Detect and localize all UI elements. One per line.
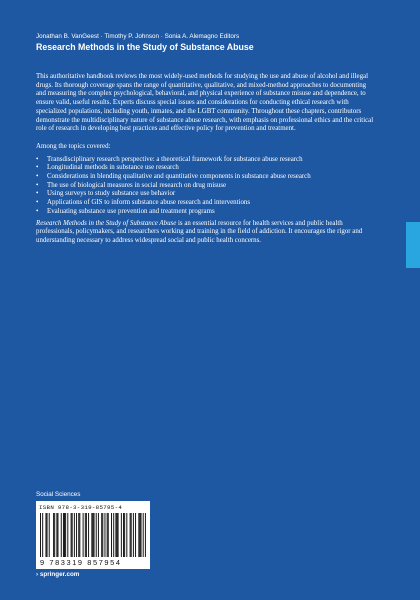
barcode-bar: [111, 513, 112, 557]
barcode-bar: [143, 513, 144, 557]
topic-item: • Longitudinal methods in substance use research: [36, 164, 376, 173]
barcode-bar: [96, 513, 97, 557]
topic-item: • Applications of GIS to inform substance abuse research and interventions: [36, 199, 376, 208]
topic-item: • Considerations in blending qualitative and quantitative components in substance abuse research: [36, 173, 376, 182]
barcode-bar: [104, 513, 105, 557]
barcode-bar: [42, 513, 43, 557]
editors-line: Jonathan B. VanGeest · Timothy P. Johnson · Sonia A. Alemagno Editors: [36, 33, 240, 40]
barcode-bar: [85, 513, 86, 557]
topics-list: [36, 156, 376, 217]
color-side-tab: [406, 222, 420, 268]
barcode-digits: 9 783319 857954: [40, 558, 122, 567]
barcode-bar: [88, 513, 89, 557]
barcode-bar: [116, 513, 117, 557]
closing-title: Research Methods in the Study of Substance Abuse: [36, 219, 177, 227]
series-label: Social Sciences: [36, 491, 81, 498]
book-title: Research Methods in the Study of Substance Abuse: [36, 42, 254, 52]
barcode-bar: [56, 513, 57, 557]
barcode-bar: [53, 513, 54, 557]
barcode-bar: [72, 513, 73, 557]
barcode-bar: [102, 513, 103, 557]
barcode-bar: [45, 513, 46, 557]
barcode-bar: [91, 513, 92, 557]
barcode-bar: [57, 513, 58, 557]
barcode-bar: [64, 513, 65, 557]
barcode-bar: [126, 513, 127, 557]
barcode-bar: [54, 513, 55, 557]
barcode-bar: [118, 513, 119, 557]
topic-item: • Using surveys to study substance use behavior: [36, 190, 376, 199]
barcode-bar: [130, 513, 131, 557]
topics-intro: Among the topics covered:: [36, 142, 111, 150]
barcode-bar: [115, 513, 116, 557]
topic-item: • The use of biological measures in social research on drug misuse: [36, 182, 376, 191]
barcode-bar: [98, 513, 99, 557]
barcode-bar: [65, 513, 66, 557]
barcode-bar: [139, 513, 140, 557]
isbn-text: ISBN 978-3-319-85795-4: [39, 504, 123, 511]
topic-item: • Evaluating substance use prevention and treatment programs: [36, 208, 376, 217]
barcode-bar: [67, 513, 68, 557]
barcode-bar: [79, 513, 80, 557]
barcode-bar: [131, 513, 132, 557]
barcode-bar: [92, 513, 93, 557]
barcode-bar: [124, 513, 125, 557]
barcode-bar: [113, 513, 114, 557]
barcode-bar: [94, 513, 95, 557]
barcode-bar: [40, 513, 41, 557]
barcode-bar: [47, 513, 48, 557]
barcode-bar: [141, 513, 142, 557]
barcode-bar: [123, 513, 124, 557]
barcode-bar: [83, 513, 84, 557]
topic-item: • Transdisciplinary research perspective: a theoretical framework for substance abuse research: [36, 156, 376, 165]
cover-body: [36, 73, 376, 250]
barcode-bar: [78, 513, 79, 557]
closing-text: is an essential resource for health services and public health professionals, policymakers, and researchers working and training in the field of addiction. It encourages the rigor and understanding necessary to address widespread social and public health concerns.: [36, 219, 363, 244]
barcode-bar: [121, 513, 122, 557]
barcode-block: [36, 501, 150, 569]
closing-paragraph: [36, 220, 376, 246]
barcode-bar: [76, 513, 77, 557]
barcode-bar: [145, 513, 146, 557]
barcode-bar: [138, 513, 139, 557]
barcode-bar: [86, 513, 87, 557]
barcode-icon: [40, 513, 146, 557]
barcode-bar: [74, 513, 75, 557]
barcode-bar: [133, 513, 134, 557]
barcode-bar: [61, 513, 62, 557]
barcode-bar: [108, 513, 109, 557]
publisher-url: › springer.com: [36, 571, 80, 578]
barcode-bar: [49, 513, 50, 557]
barcode-bar: [71, 513, 72, 557]
barcode-bar: [63, 513, 64, 557]
description-paragraph: This authoritative handbook reviews the most widely-used methods for studying the use and abuse of alcohol and illegal drugs. Its thorough coverage spans the range of quantitative, qualitative, and mixed-method approaches to documenting and measuring the complex psychological, behavioral, and physical experience of substance misuse and dependence, to ensure valid, useful results. Experts discuss special issues and considerations for conducting ethical research with specialized populations, including youth, inmates, and the LGBT community. Throughout these chapters, contributors demonstrate the multidisciplinary nature of substance abuse research, with emphasis on professional ethics and the critical role of research in developing best practices and effective policy for prevention and treatment.: [36, 73, 374, 133]
barcode-bar: [135, 513, 136, 557]
barcode-bar: [101, 513, 102, 557]
barcode-bar: [107, 513, 108, 557]
